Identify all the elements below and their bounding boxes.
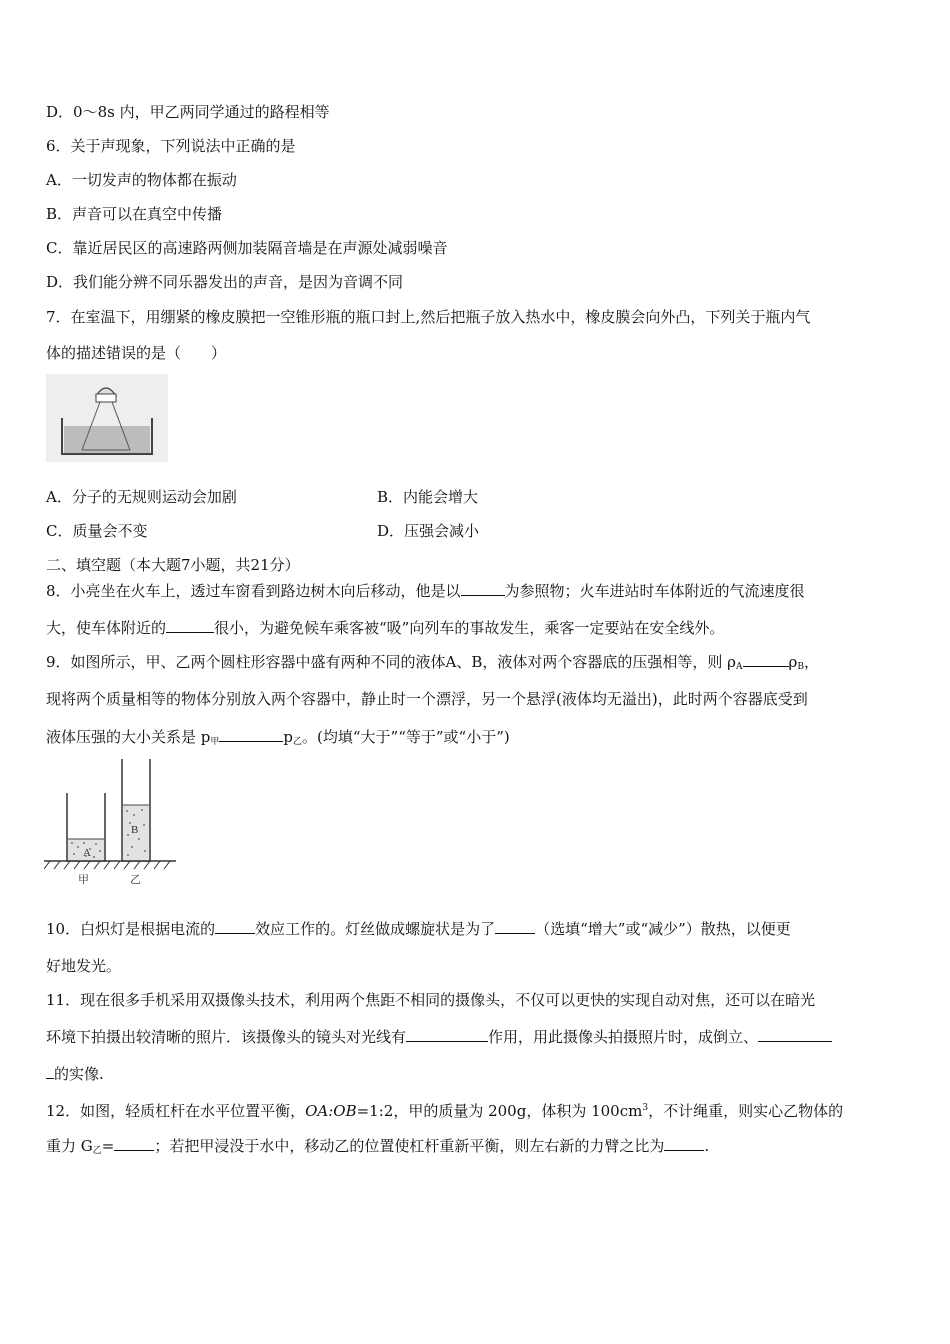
q6-option-a: A．一切发声的物体都在振动	[46, 171, 237, 189]
q11-blank-2[interactable]	[758, 1027, 832, 1042]
q11-line2: 环境下拍摄出较清晰的照片．该摄像头的镜头对光线有 作用，用此摄像头拍摄照片时，成倒立、	[46, 1027, 832, 1047]
q9-liquid-b-label: B	[131, 824, 139, 836]
q7-option-b: B．内能会增大	[377, 488, 479, 506]
q7-option-d: D．压强会减小	[377, 522, 480, 540]
q8-blank-1[interactable]	[461, 581, 505, 596]
q7-option-a: A．分子的无规则运动会加剧	[46, 488, 237, 506]
q9-label-yi: 乙	[130, 873, 141, 886]
q6-option-d: D．我们能分辨不同乐器发出的声音，是因为音调不同	[46, 273, 404, 291]
q9-label-jia: 甲	[78, 873, 89, 886]
q12-blank-2[interactable]	[664, 1136, 704, 1151]
q9-liquid-a-label: A	[83, 847, 91, 859]
q8-line2: 大，使车体附近的 很小，为避免候车乘客被“吸”向列车的事故发生，乘客一定要站在安全线外。	[46, 619, 725, 637]
q7-stem-line1: 7．在室温下，用绷紧的橡皮膜把一空锥形瓶的瓶口封上,然后把瓶子放入热水中，橡皮膜会向外凸，下列关于瓶内气	[46, 308, 811, 326]
q9-line1: 9．如图所示，甲、乙两个圆柱形容器中盛有两种不同的液体A、B，液体对两个容器底的压强相等，则 $\rho_A$ $\rho_B$，	[46, 653, 819, 672]
q12-blank-1[interactable]	[114, 1136, 154, 1151]
q9-line3: 液体压强的大小关系是 $p_甲$ $p_乙$。(均填“大于”“等于”或“小于”)	[46, 728, 510, 747]
q12-line2: 重力 $G_乙=$ ；若把甲浸没于水中，移动乙的位置使杠杆重新平衡，则左右新的力臂之比为 .	[46, 1137, 710, 1156]
q7-option-c: C．质量会不变	[46, 522, 148, 540]
q9-blank-1[interactable]	[743, 652, 789, 667]
q10-line2: 好地发光。	[46, 957, 122, 975]
q12-line1: 12．如图，轻质杠杆在水平位置平衡，OA:OB=1:2，甲的质量为 200g，体积为 $100cm^3$，不计绳重，则实心乙物体的	[46, 1102, 844, 1120]
q6-option-c: C．靠近居民区的高速路两侧加装隔音墙是在声源处减弱噪音	[46, 239, 448, 257]
q11-line3: 的实像.	[46, 1064, 104, 1084]
q9-line2: 现将两个质量相等的物体分别放入两个容器中，静止时一个漂浮，另一个悬浮(液体均无溢出)，此时两个容器底受到	[46, 690, 808, 708]
q10-blank-2[interactable]	[495, 919, 535, 934]
q8-blank-2[interactable]	[166, 618, 214, 633]
q11-blank-1[interactable]	[406, 1027, 488, 1042]
q10-blank-1[interactable]	[215, 919, 255, 934]
q9-blank-2[interactable]	[219, 727, 283, 742]
q11-blank-2-cont[interactable]	[46, 1064, 54, 1079]
q8-line1: 8．小亮坐在火车上，透过车窗看到路边树木向后移动，他是以 为参照物；火车进站时车体附近的气流速度很	[46, 582, 805, 600]
q11-line1: 11．现在很多手机采用双摄像头技术，利用两个焦距不相同的摄像头，不仅可以更快的实现自动对焦，还可以在暗光	[46, 991, 816, 1009]
q6-stem: 6．关于声现象，下列说法中正确的是	[46, 137, 296, 155]
q7-flask-figure	[46, 374, 168, 462]
q9-containers-figure	[44, 755, 178, 887]
q5-option-d: D．0～8s 内，甲乙两同学通过的路程相等	[46, 103, 330, 121]
section2-title: 二、填空题（本大题7小题，共21分）	[46, 556, 300, 574]
q10-line1: 10．白炽灯是根据电流的 效应工作的。灯丝做成螺旋状是为了 （选填“增大”或“减少”）散热，以便更	[46, 920, 791, 938]
q6-option-b: B．声音可以在真空中传播	[46, 205, 223, 223]
q7-stem-line2: 体的描述错误的是（ ）	[46, 344, 227, 362]
